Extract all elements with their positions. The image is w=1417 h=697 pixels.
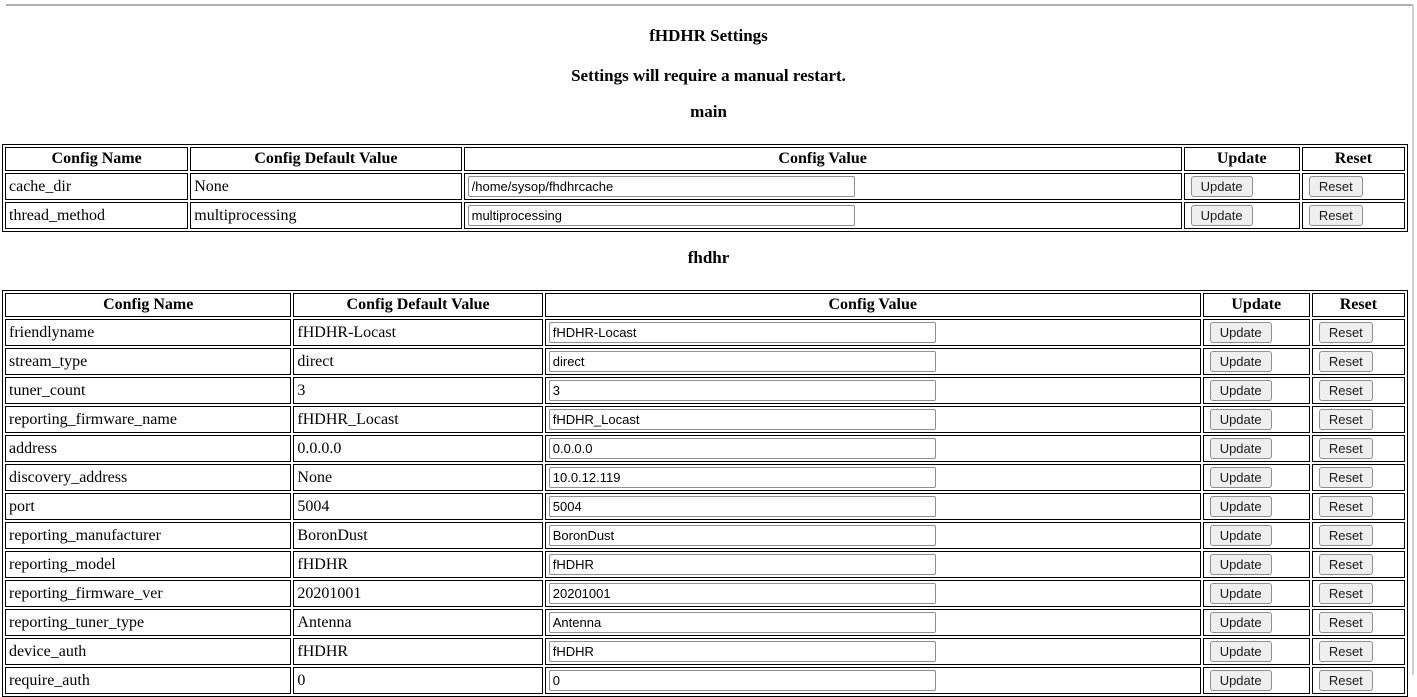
config-name-cell: reporting_tuner_type [5, 609, 291, 636]
update-button[interactable]: Update [1210, 583, 1272, 604]
column-header: Reset [1302, 147, 1405, 171]
config-value-input[interactable] [468, 205, 855, 226]
reset-button[interactable]: Reset [1319, 641, 1373, 662]
update-cell [1203, 464, 1310, 491]
update-button[interactable]: Update [1210, 554, 1272, 575]
config-row [5, 202, 1405, 229]
reset-button[interactable]: Reset [1319, 583, 1373, 604]
default-value-cell: 0 [293, 667, 542, 694]
section-title: fhdhr [687, 248, 730, 267]
reset-button[interactable]: Reset [1319, 612, 1373, 633]
reset-cell [1312, 638, 1405, 665]
config-value-input[interactable] [549, 409, 936, 430]
default-value-cell: 3 [293, 377, 542, 404]
reset-button[interactable]: Reset [1319, 438, 1373, 459]
update-cell [1203, 493, 1310, 520]
config-name-cell: discovery_address [5, 464, 291, 491]
default-value-cell: 5004 [293, 493, 542, 520]
config-name-cell: reporting_manufacturer [5, 522, 291, 549]
default-value-cell: fHDHR [293, 638, 542, 665]
config-value-cell [545, 580, 1201, 607]
column-header: Config Name [5, 293, 291, 317]
config-value-input[interactable] [549, 554, 936, 575]
config-value-cell [545, 667, 1201, 694]
update-button[interactable]: Update [1210, 409, 1272, 430]
config-row [5, 493, 1405, 520]
column-header: Update [1203, 293, 1310, 317]
config-value-cell [464, 173, 1182, 200]
config-name-cell: require_auth [5, 667, 291, 694]
reset-cell [1312, 377, 1405, 404]
column-header: Config Value [464, 147, 1182, 171]
update-button[interactable]: Update [1210, 641, 1272, 662]
update-cell [1184, 173, 1300, 200]
reset-cell [1312, 406, 1405, 433]
config-value-input[interactable] [549, 670, 936, 691]
reset-button[interactable]: Reset [1319, 467, 1373, 488]
config-value-input[interactable] [549, 583, 936, 604]
config-row [5, 173, 1405, 200]
config-value-cell [545, 435, 1201, 462]
config-row [5, 464, 1405, 491]
reset-cell [1312, 667, 1405, 694]
reset-button[interactable]: Reset [1319, 380, 1373, 401]
update-button[interactable]: Update [1210, 467, 1272, 488]
update-cell [1203, 522, 1310, 549]
reset-button[interactable]: Reset [1319, 554, 1373, 575]
config-name-cell: friendlyname [5, 319, 291, 346]
config-name-cell: reporting_firmware_ver [5, 580, 291, 607]
config-value-input[interactable] [549, 351, 936, 372]
reset-button[interactable]: Reset [1309, 205, 1363, 226]
reset-button[interactable]: Reset [1319, 670, 1373, 691]
update-button[interactable]: Update [1210, 612, 1272, 633]
config-value-input[interactable] [549, 525, 936, 546]
config-name-cell: port [5, 493, 291, 520]
window-top-edge [6, 4, 1413, 6]
config-value-cell [545, 493, 1201, 520]
config-section [0, 102, 1417, 232]
update-button[interactable]: Update [1210, 351, 1272, 372]
config-name-cell: reporting_model [5, 551, 291, 578]
config-value-cell [545, 609, 1201, 636]
window-right-edge [1412, 4, 1414, 675]
reset-button[interactable]: Reset [1319, 525, 1373, 546]
default-value-cell: direct [293, 348, 542, 375]
update-cell [1203, 435, 1310, 462]
config-value-input[interactable] [549, 322, 936, 343]
reset-cell [1302, 173, 1405, 200]
column-header: Config Name [5, 147, 188, 171]
update-button[interactable]: Update [1210, 670, 1272, 691]
column-header: Update [1184, 147, 1300, 171]
default-value-cell: fHDHR [293, 551, 542, 578]
config-row [5, 435, 1405, 462]
default-value-cell: Antenna [293, 609, 542, 636]
config-value-input[interactable] [549, 612, 936, 633]
default-value-cell: 20201001 [293, 580, 542, 607]
config-row [5, 638, 1405, 665]
update-button[interactable]: Update [1210, 322, 1272, 343]
config-name-cell: thread_method [5, 202, 188, 229]
header-row [5, 293, 1405, 317]
default-value-cell: 0.0.0.0 [293, 435, 542, 462]
config-section [0, 248, 1417, 697]
config-value-cell [545, 406, 1201, 433]
update-cell [1203, 348, 1310, 375]
config-name-cell: tuner_count [5, 377, 291, 404]
default-value-cell: fHDHR_Locast [293, 406, 542, 433]
update-button[interactable]: Update [1191, 205, 1253, 226]
default-value-cell: BoronDust [293, 522, 542, 549]
reset-button[interactable]: Reset [1319, 409, 1373, 430]
column-header: Config Value [545, 293, 1201, 317]
reset-cell [1312, 493, 1405, 520]
update-cell [1203, 638, 1310, 665]
update-cell [1184, 202, 1300, 229]
update-cell [1203, 406, 1310, 433]
config-value-input[interactable] [549, 467, 936, 488]
default-value-cell: multiprocessing [190, 202, 461, 229]
reset-button[interactable]: Reset [1309, 176, 1363, 197]
config-value-input[interactable] [549, 438, 936, 459]
config-value-cell [545, 638, 1201, 665]
config-name-cell: cache_dir [5, 173, 188, 200]
config-value-cell [545, 319, 1201, 346]
config-value-cell [545, 551, 1201, 578]
config-row [5, 319, 1405, 346]
config-value-cell [545, 348, 1201, 375]
column-header: Config Default Value [190, 147, 461, 171]
config-row [5, 348, 1405, 375]
config-value-input[interactable] [549, 496, 936, 517]
default-value-cell: None [293, 464, 542, 491]
config-row [5, 522, 1405, 549]
config-row [5, 406, 1405, 433]
config-value-cell [545, 464, 1201, 491]
reset-cell [1312, 435, 1405, 462]
config-value-input[interactable] [549, 641, 936, 662]
config-value-cell [545, 377, 1201, 404]
config-row [5, 609, 1405, 636]
section-title: main [690, 102, 727, 121]
reset-cell [1312, 551, 1405, 578]
config-name-cell: reporting_firmware_name [5, 406, 291, 433]
column-header: Config Default Value [293, 293, 542, 317]
page-title: fHDHR Settings [649, 26, 768, 45]
config-row [5, 377, 1405, 404]
column-header: Reset [1312, 293, 1405, 317]
config-value-cell [464, 202, 1182, 229]
update-cell [1203, 319, 1310, 346]
default-value-cell: fHDHR-Locast [293, 319, 542, 346]
reset-button[interactable]: Reset [1319, 351, 1373, 372]
config-name-cell: address [5, 435, 291, 462]
reset-cell [1312, 319, 1405, 346]
reset-button[interactable]: Reset [1319, 322, 1373, 343]
reset-cell [1302, 202, 1405, 229]
restart-notice: Settings will require a manual restart. [571, 66, 846, 85]
reset-button[interactable]: Reset [1319, 496, 1373, 517]
config-name-cell: stream_type [5, 348, 291, 375]
update-button[interactable]: Update [1210, 380, 1272, 401]
default-value-cell: None [190, 173, 461, 200]
config-table [2, 290, 1408, 697]
config-row [5, 667, 1405, 694]
update-button[interactable]: Update [1210, 525, 1272, 546]
reset-cell [1312, 348, 1405, 375]
config-table [2, 144, 1408, 232]
config-row [5, 551, 1405, 578]
reset-cell [1312, 522, 1405, 549]
update-button[interactable]: Update [1210, 496, 1272, 517]
update-cell [1203, 551, 1310, 578]
update-button[interactable]: Update [1210, 438, 1272, 459]
reset-cell [1312, 464, 1405, 491]
update-cell [1203, 580, 1310, 607]
config-value-cell [545, 522, 1201, 549]
config-row [5, 580, 1405, 607]
update-cell [1203, 667, 1310, 694]
update-button[interactable]: Update [1191, 176, 1253, 197]
config-value-input[interactable] [549, 380, 936, 401]
config-sections [0, 102, 1417, 697]
config-value-input[interactable] [468, 176, 855, 197]
update-cell [1203, 609, 1310, 636]
header-row [5, 147, 1405, 171]
config-name-cell: device_auth [5, 638, 291, 665]
update-cell [1203, 377, 1310, 404]
reset-cell [1312, 580, 1405, 607]
reset-cell [1312, 609, 1405, 636]
